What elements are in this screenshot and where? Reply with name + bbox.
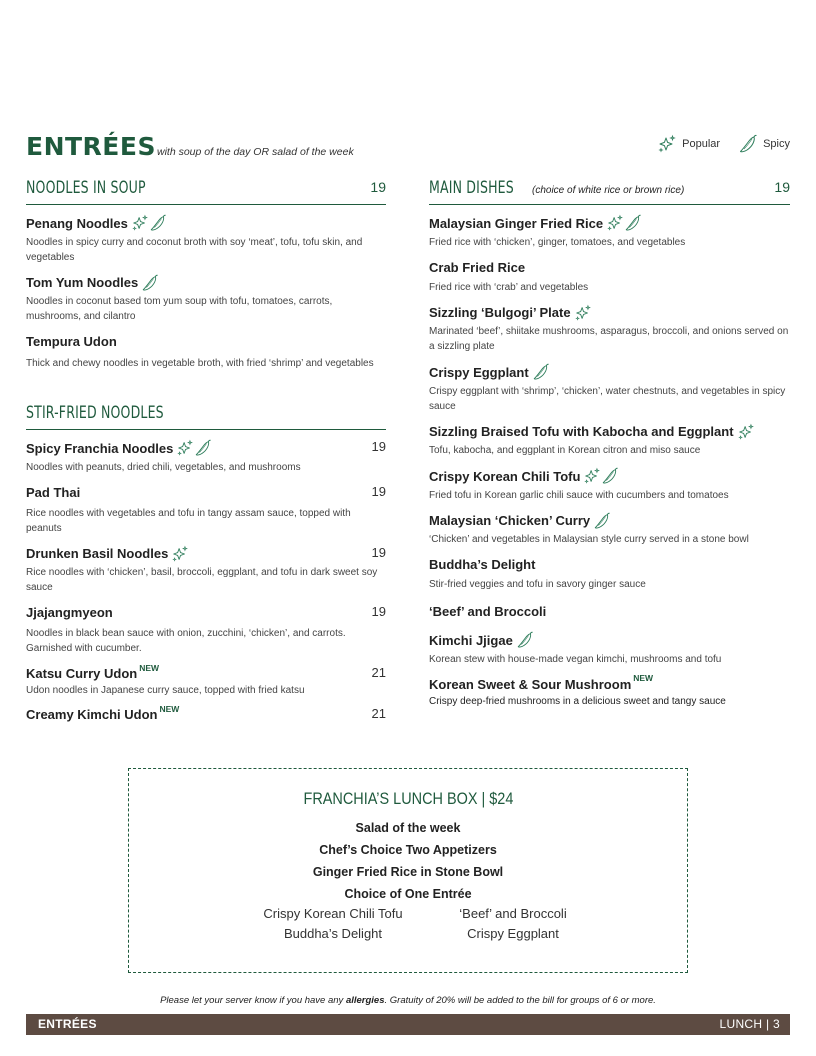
item-description: Noodles in coconut based tom yum soup with tofu, tomatoes, carrots, mushrooms, and cilantro [26,296,333,322]
page-subtitle: with soup of the day OR salad of the week [157,146,354,158]
left-column [26,176,386,724]
legend-spicy [738,134,790,154]
menu-item [429,363,790,414]
lunch-box-line: Salad of the week [355,821,461,835]
item-name: Drunken Basil Noodles [26,545,189,563]
item-description: ‘Chicken’ and vegetables in Malaysian style curry served in a stone bowl [429,534,749,545]
item-description: Marinated ‘beef’, shiitake mushrooms, asparagus, broccoli, and onions served on a sizzling plate [429,326,789,352]
chili-icon [149,214,167,232]
menu-item [26,214,386,265]
item-name: Tempura Udon [26,334,117,349]
lunch-box-line: Ginger Fried Rice in Stone Bowl [312,865,504,879]
item-description: Noodles in black bean sauce with onion, zucchini, ‘chicken’, and carrots. Garnished with cucumber. [26,628,346,654]
menu-item [429,512,790,548]
item-description: Fried rice with ‘crab’ and vegetables [429,281,589,293]
right-column [429,176,790,709]
lunch-box-choices [129,904,687,944]
item-description: Crispy deep-fried mushrooms in a delicious sweet and tangy sauce [429,695,726,707]
chili-icon [624,214,642,232]
menu-item [429,556,790,592]
item-description: Thick and chewy noodles in vegetable broth, with fried ‘shrimp’ and vegetables [26,358,374,369]
allergy-note: Please let your server know if you have any allergies. Gratuity of 20% will be added to the bill for groups of 6 or more. [160,995,656,1006]
menu-item [429,214,790,250]
item-name: Korean Sweet & Sour Mushroom NEW [429,673,654,692]
section-note: (choice of white rice or brown rice) [532,185,685,196]
sparkle-icon [657,134,677,154]
menu-item [26,274,386,325]
page-title: ENTRÉES [26,132,156,161]
menu-item [26,545,386,596]
item-description: Crispy eggplant with ‘shrimp’, ‘chicken’, water chestnuts, and vegetables in spicy sauce [429,385,786,412]
lunch-choice: Crispy Korean Chili Tofu [263,906,403,921]
legend-spicy-label: Spicy [763,138,790,150]
menu-item [26,333,386,371]
menu-item [429,631,790,667]
menu-item [26,484,386,536]
menu-item [26,439,386,475]
item-description: Noodles with peanuts, dried chili, vegetables, and mushrooms [26,461,301,473]
item-description: Tofu, kabocha, and eggplant in Korean citron and miso sauce [429,445,701,456]
allergy-emphasis: allergies [345,995,385,1006]
chili-icon [516,631,534,649]
icon-legend [639,134,790,154]
footer-section-label: ENTRÉES [38,1017,97,1031]
new-badge: NEW [159,703,180,714]
sparkle-icon [171,545,189,563]
chili-icon [601,467,619,485]
item-description: Udon noodles in Japanese curry sauce, topped with fried katsu [26,685,305,696]
item-name: Crispy Korean Chili Tofu [429,467,619,485]
lunch-box-line: Chef’s Choice Two Appetizers [319,843,497,857]
sparkle-icon [737,423,755,441]
section-title: STIR-FRIED NOODLES [26,403,164,423]
chili-icon [532,363,550,381]
item-price: 21 [371,665,386,680]
menu-item [429,603,790,621]
item-name: Malaysian Ginger Fried Rice [429,214,642,232]
item-description: Rice noodles with ‘chicken’, basil, broccoli, eggplant, and tofu in dark sweet soy sauce [26,567,378,593]
item-name: Crispy Eggplant [429,363,550,381]
sparkle-icon [606,214,624,232]
lunch-box-line: Choice of One Entrée [344,887,472,901]
item-name: ‘Beef’ and Broccoli [429,604,547,619]
item-name: Creamy Kimchi Udon NEW [26,703,180,722]
item-description: Korean stew with house-made vegan kimchi, mushrooms and tofu [429,653,722,665]
item-name: Sizzling Braised Tofu with Kabocha and Eggplant [429,423,755,441]
lunch-choice: ‘Beef’ and Broccoli [459,906,567,921]
menu-item [429,467,790,503]
menu-item [26,604,386,656]
lunch-choice: Crispy Eggplant [467,926,559,941]
item-description: Stir-fried veggies and tofu in savory ginger sauce [429,579,646,590]
legend-popular [657,134,720,154]
legend-popular-label: Popular [682,138,721,150]
chili-icon [738,134,758,154]
item-price: 19 [371,604,386,619]
menu-item [26,662,386,698]
lunch-box [128,768,688,973]
section-title: MAIN DISHES [429,178,514,198]
page-header [26,132,790,162]
item-name: Katsu Curry Udon NEW [26,662,160,681]
section-header-stir-fried-noodles [26,401,386,430]
section-price: 19 [774,179,790,195]
item-name: Jjajangmyeon [26,605,113,620]
item-price: 19 [371,439,386,454]
item-description: Fried rice with ‘chicken’, ginger, tomatoes, and vegetables [429,236,686,248]
menu-item [429,304,790,355]
item-name: Crab Fried Rice [429,259,526,275]
item-price: 19 [371,483,386,499]
section-header-main-dishes [429,176,790,205]
menu-item [429,423,790,459]
item-description: Fried tofu in Korean garlic chili sauce with cucumbers and tomatoes [429,489,729,501]
lunch-choice: Buddha’s Delight [283,926,383,941]
sparkle-icon [583,467,601,485]
sparkle-icon [131,214,149,232]
item-price: 21 [371,706,386,721]
menu-item [26,703,386,724]
new-badge: NEW [139,662,160,673]
menu-item [429,259,790,295]
item-price: 19 [371,544,386,560]
item-name: Kimchi Jjigae [429,631,534,649]
chili-icon [141,274,159,292]
item-description: Noodles in spicy curry and coconut broth with soy ‘meat’, tofu, tofu skin, and vegetables [26,236,363,263]
lunch-box-title: FRANCHIA’S LUNCH BOX | $24 [303,789,513,808]
section-header-noodles-in-soup [26,176,386,205]
footer-page-label: LUNCH | 3 [719,1017,780,1031]
footer-bar [26,1014,790,1035]
chili-icon [194,439,212,457]
sparkle-icon [176,439,194,457]
section-price: 19 [370,179,386,195]
menu-item [429,673,790,709]
sparkle-icon [574,304,592,322]
chili-icon [593,512,611,530]
section-title: NOODLES IN SOUP [26,178,146,198]
item-name: Pad Thai [26,484,81,500]
item-name: Sizzling ‘Bulgogi’ Plate [429,304,592,322]
item-name: Penang Noodles [26,214,167,232]
item-name: Spicy Franchia Noodles [26,439,212,457]
item-name: Buddha’s Delight [429,557,536,572]
item-name: Malaysian ‘Chicken’ Curry [429,512,611,530]
item-description: Rice noodles with vegetables and tofu in tangy assam sauce, topped with peanuts [26,507,351,534]
new-badge: NEW [633,673,654,683]
item-name: Tom Yum Noodles [26,274,159,292]
